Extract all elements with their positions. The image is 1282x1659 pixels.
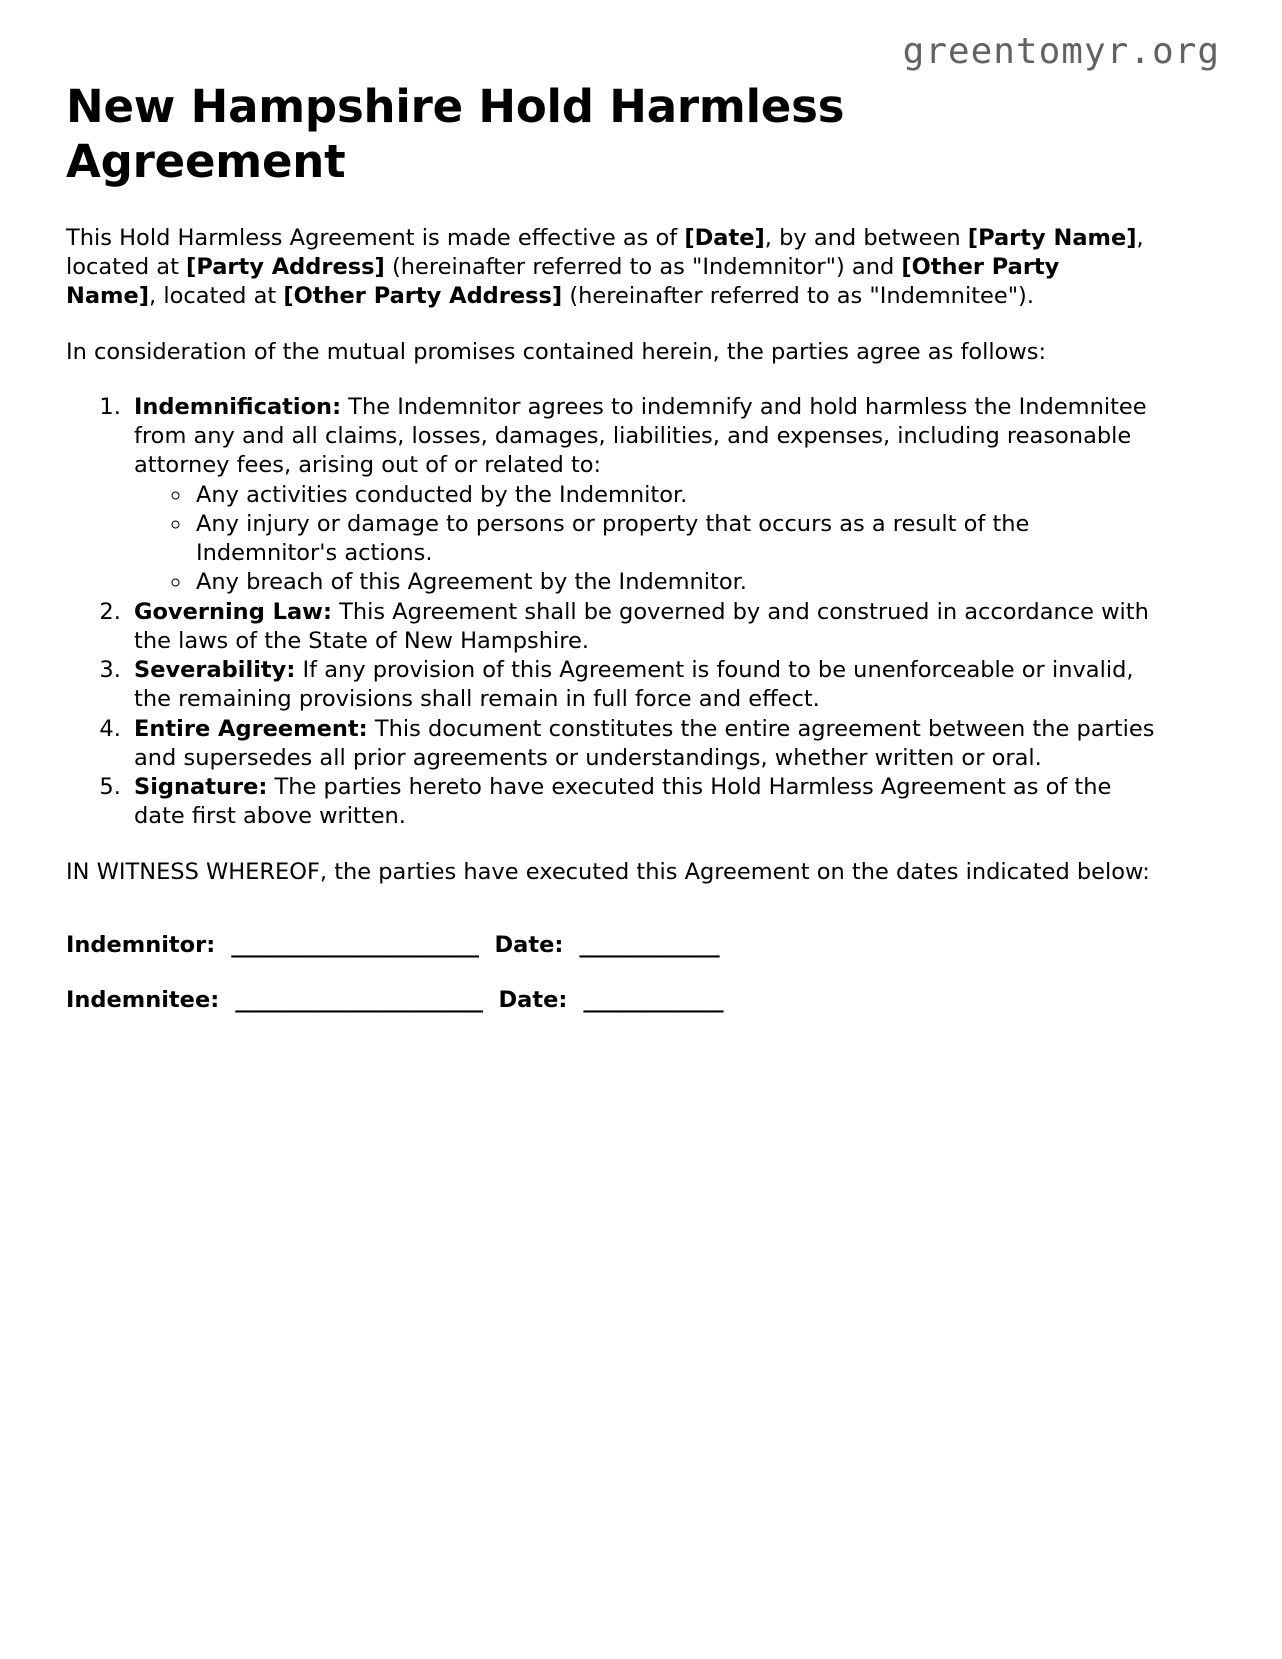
clause-item (128, 715, 1156, 774)
indemnitee-date-line[interactable]: _____________ (583, 987, 724, 1014)
clause-item (128, 598, 1156, 657)
clause-heading: Signature: (134, 774, 268, 801)
signature-block (66, 931, 1156, 1016)
witness-paragraph: IN WITNESS WHEREOF, the parties have executed this Agreement on the dates indicated below: (66, 858, 1150, 885)
intro-text-4: (hereinafter referred to as "Indemnitor") and (384, 254, 902, 281)
indemnitor-signature-line[interactable]: _______________________ (231, 931, 479, 958)
other-party-name-placeholder: [Other Party Name] (66, 254, 1060, 310)
clause-body: The Indemnitor agrees to indemnify and hold harmless the Indemnitee from any and all claims, losses, damages, liabilities, and expenses, including reasonable attorney fees, arising out of or related to: (134, 393, 1147, 479)
signature-row-indemnitee (66, 986, 1156, 1015)
indemnitee-date-label: Date: (498, 987, 568, 1014)
indemnitee-label: Indemnitee: (66, 987, 220, 1014)
other-party-address-placeholder: [Other Party Address] (283, 283, 563, 310)
intro-text-6: (hereinafter referred to as "Indemnitee"). (562, 283, 1034, 310)
indemnitor-date-line[interactable]: _____________ (579, 931, 720, 958)
consideration-paragraph: In consideration of the mutual promises contained herein, the parties agree as follows: (66, 338, 1047, 365)
indemnitor-label: Indemnitor: (66, 931, 216, 958)
intro-text-1: This Hold Harmless Agreement is made effective as of (66, 224, 685, 251)
intro-text-3: , located at (66, 224, 1144, 281)
clause-body: The parties hereto have executed this Hold Harmless Agreement as of the date first above written. (134, 774, 1112, 830)
clause-body: This document constitutes the entire agreement between the parties and supersedes all prior agreements or understandings, whether written or oral. (134, 715, 1155, 771)
indemnitee-signature-line[interactable]: _______________________ (235, 987, 483, 1014)
page-title: New Hampshire Hold Harmless Agreement (66, 80, 845, 188)
intro-paragraph (66, 224, 1156, 312)
clause-body: This Agreement shall be governed by and construed in accordance with the laws of the State of New Hampshire. (134, 598, 1149, 654)
intro-text-5: , located at (149, 283, 284, 310)
clause-list (66, 393, 1156, 832)
clause-item (128, 773, 1156, 832)
clause-subitem: ◦ Any breach of this Agreement by the Indemnitor. (192, 568, 1156, 597)
clause-body: If any provision of this Agreement is found to be unenforceable or invalid, the remaining provisions shall remain in full force and effect. (134, 657, 1134, 713)
signature-row-indemnitor (66, 931, 1156, 960)
clause-item (128, 393, 1156, 598)
document-body (66, 80, 1156, 1041)
party-address-placeholder: [Party Address] (186, 254, 385, 281)
clause-subitem-list (134, 481, 1156, 598)
party-name-placeholder: [Party Name] (967, 224, 1137, 251)
clause-heading: Severability: (134, 657, 296, 684)
clause-item (128, 656, 1156, 715)
clause-heading: Indemnification: (134, 393, 342, 420)
indemnitor-date-label: Date: (494, 931, 564, 958)
clause-heading: Entire Agreement: (134, 715, 368, 742)
clause-subitem: ◦ Any injury or damage to persons or property that occurs as a result of the Indemnitor's actions. (192, 510, 1156, 569)
site-watermark: greentomyr.org (902, 31, 1220, 72)
clause-heading: Governing Law: (134, 598, 332, 625)
clause-subitem: ◦ Any activities conducted by the Indemnitor. (192, 481, 1156, 510)
date-placeholder: [Date] (684, 224, 765, 251)
intro-text-2: , by and between (764, 224, 968, 251)
